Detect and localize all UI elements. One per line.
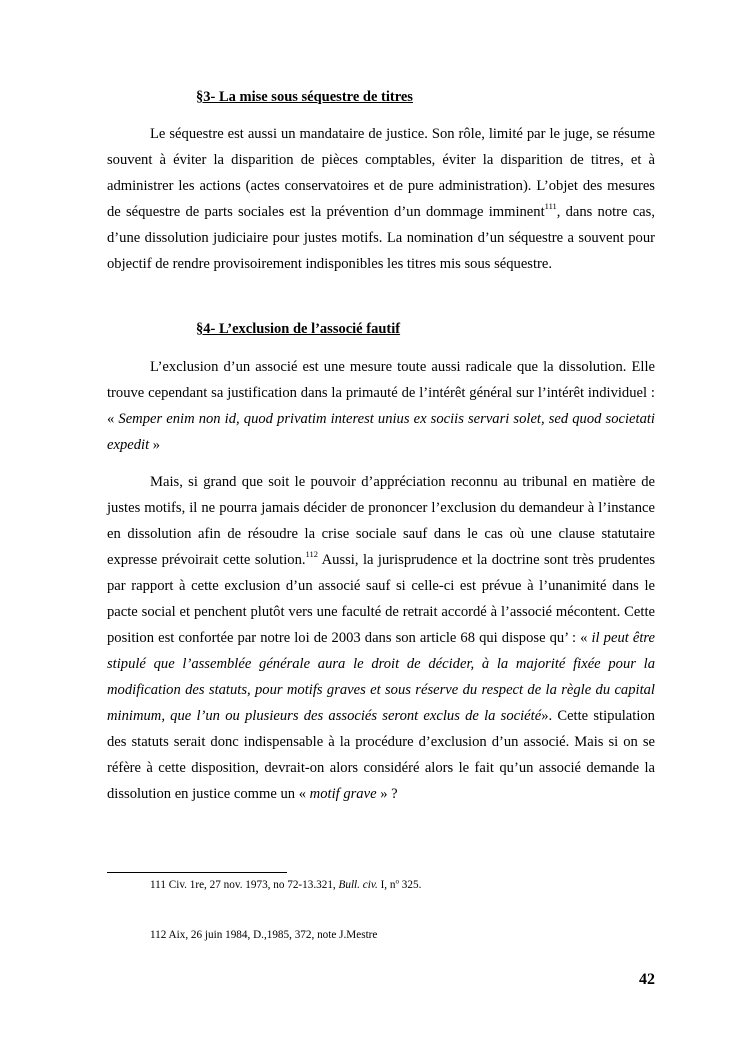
- footnote-ref-112[interactable]: 112: [305, 549, 318, 560]
- section-4-p2-text-cont: Aussi, la jurisprudence et la doctrine sont très prudentes par rapport à cette exclusion d’un associé sauf si celle-ci est prévue à l’unanimité dans le pacte social et penchent plutôt vers une faculté de retrait accordé à l’associé mécontent. Cette position est confortée par notre loi de 2003 dans son article 68 qui dispose qu’ : «: [107, 552, 656, 646]
- latin-quote: Semper enim non id, quod privatim interest unius ex sociis servari solet, sed quod societati expedit: [107, 411, 655, 453]
- section-4-p2-text: Mais, si grand que soit le pouvoir d’appréciation reconnu au tribunal en matière de justes motifs, il ne pourra jamais décider de prononcer l’exclusion du demandeur à l’instance en dissolution afin de résoudre la crise sociale sauf dans le cas où une clause statutaire expresse prévoirait cette solution.: [107, 474, 655, 568]
- section-3-paragraph-text: Le séquestre est aussi un mandataire de justice. Son rôle, limité par le juge, se résume souvent à éviter la disparition de pièces comptables, éviter la disparition de titres, et à administrer les actions (actes conservatoires et de pure administration). L’objet des mesures de séquestre de parts sociales est la prévention d’un dommage imminent: [107, 126, 655, 220]
- section-4-paragraph-2: [107, 469, 655, 807]
- footnote-111-text-end: 325.: [398, 879, 422, 891]
- section-4-heading: §4- L’exclusion de l’associé fautif: [196, 321, 401, 337]
- motif-grave-term: motif grave: [309, 786, 377, 802]
- footnote-111-text-mid: I, n: [377, 879, 396, 891]
- section-4-p1-closing: »: [149, 437, 161, 453]
- section-4-p2-text-after-quote: ». Cette stipulation des statuts serait donc indispensable à la procédure d’exclusion d’un associé. Mais si on se réfère à cette disposition, devrait-on alors considéré alors le fait qu’un associé demande la dissolution en justice comme un «: [107, 708, 655, 802]
- footnote-separator: [107, 872, 287, 873]
- page-number: 42: [639, 971, 655, 988]
- section-4-paragraph-1: [107, 354, 655, 458]
- footnote-112: 112 Aix, 26 juin 1984, D.,1985, 372, note J.Mestre: [150, 929, 378, 941]
- section-4-p2-ending: » ?: [376, 786, 398, 802]
- section-3-heading: §3- La mise sous séquestre de titres: [196, 89, 413, 105]
- section-4-p1-text: L’exclusion d’un associé est une mesure toute aussi radicale que la dissolution. Elle trouve cependant sa justification dans la primauté de l’intérêt général sur l’intérêt individuel : «: [107, 359, 655, 427]
- footnote-111-superscript: o: [395, 877, 399, 886]
- footnote-111-text: 111 Civ. 1re, 27 nov. 1973, no 72-13.321,: [150, 879, 339, 891]
- section-3-paragraph: [107, 121, 655, 277]
- article-68-quote: il peut être stipulé que l’assemblée générale aura le droit de décider, à la majorité fixée pour la modification des statuts, pour motifs graves et sous réserve du respect de la règle du capital minimum, que l’un ou plusieurs des associés seront exclus de la société: [107, 630, 655, 724]
- footnote-ref-111[interactable]: 111: [544, 201, 557, 212]
- section-3-paragraph-text-cont: , dans notre cas, d’une dissolution judiciaire pour justes motifs. La nomination d’un séquestre a souvent pour objectif de rendre provisoirement indisponibles les titres mis sous séquestre.: [107, 204, 655, 272]
- footnote-111-journal: Bull. civ.: [338, 879, 378, 891]
- footnote-111: [150, 879, 421, 891]
